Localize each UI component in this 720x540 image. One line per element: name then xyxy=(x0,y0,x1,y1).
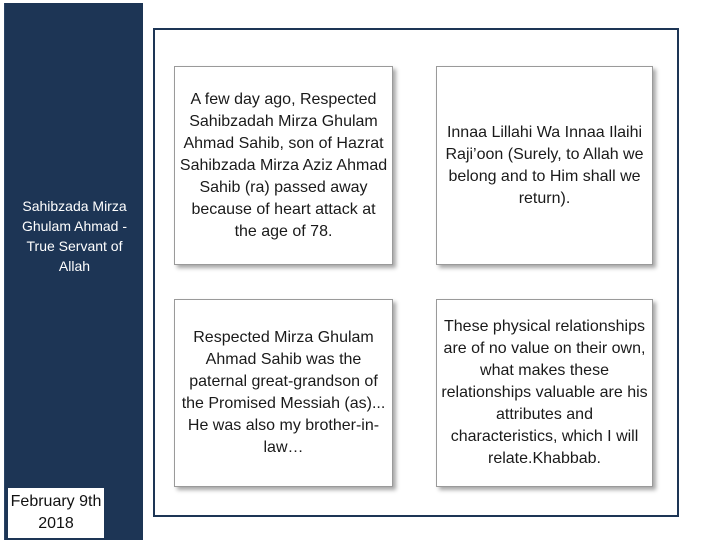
text-card-1 xyxy=(174,66,393,265)
text-card-3 xyxy=(174,299,393,487)
text-card-4-text: These physical relationships are of no value on their own, what makes these relationships valuable are his attributes and characteristics, which I will relate.Khabbab. xyxy=(441,318,648,467)
date-label: February 9th 2018 xyxy=(7,487,105,539)
text-card-2-text: Innaa Lillahi Wa Innaa Ilaihi Raji’oon (Surely, to Allah we belong and to Him shall we return). xyxy=(445,123,644,207)
text-card-1-text: A few day ago, Respected Sahibzadah Mirza Ghulam Ahmad Sahib, son of Hazrat Sahibzada Mirza Aziz Ahmad Sahib (ra) passed away because of heart attack at the age of 78. xyxy=(179,90,388,240)
text-card-4 xyxy=(436,299,653,487)
sidebar-title: Sahibzada Mirza Ghulam Ahmad - True Servant of Allah xyxy=(21,198,128,274)
text-card-2 xyxy=(436,66,653,265)
text-card-3-text: Respected Mirza Ghulam Ahmad Sahib was the paternal great-grandson of the Promised Messiah (as)... He was also my brother-in-law… xyxy=(181,329,386,456)
sidebar-panel xyxy=(4,3,143,540)
